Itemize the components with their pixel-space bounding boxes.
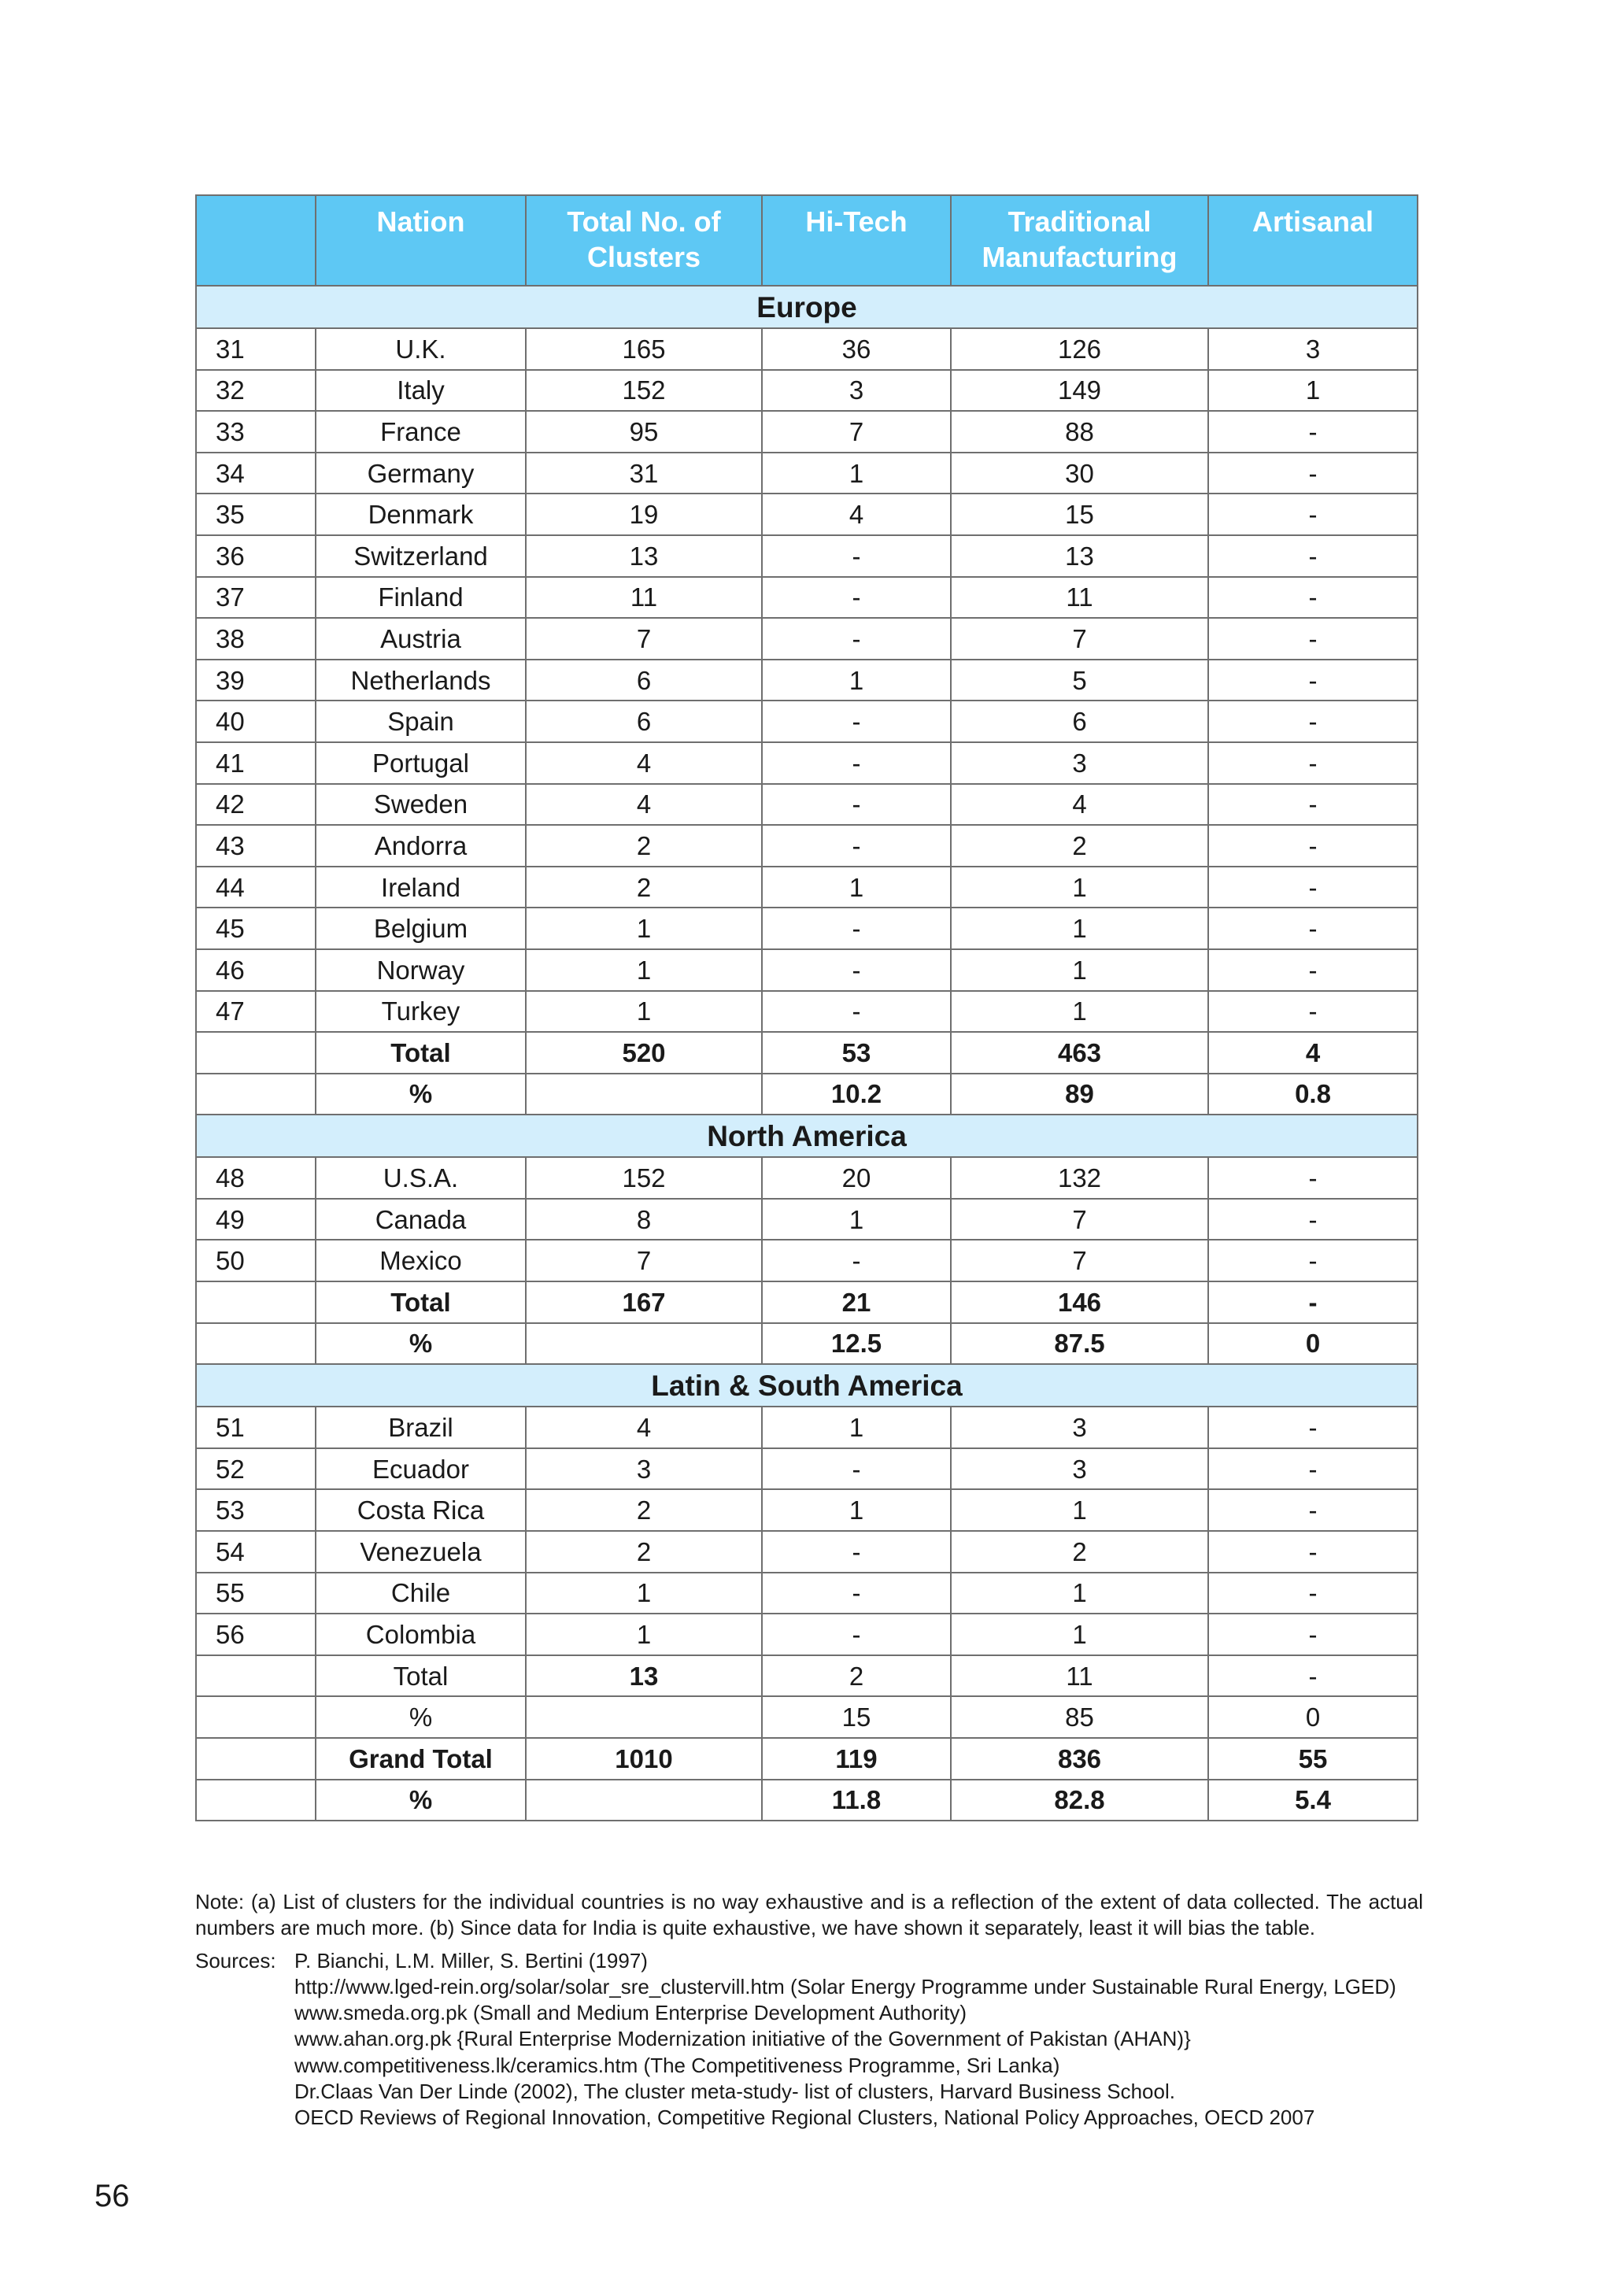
table-cell: Austria [316, 618, 526, 660]
page-number: 56 [94, 2179, 130, 2213]
table-cell: 146 [951, 1281, 1208, 1323]
table-cell: Denmark [316, 494, 526, 535]
table-cell: 20 [762, 1157, 951, 1199]
table-row [196, 1448, 1418, 1490]
table-cell: 1 [526, 949, 762, 991]
table-row [196, 1489, 1418, 1531]
table-cell: 1 [951, 949, 1208, 991]
table-cell: 10.2 [762, 1074, 951, 1115]
table-cell: 165 [526, 328, 762, 370]
table-cell: 4 [1208, 1032, 1418, 1074]
table-cell: - [1208, 1281, 1418, 1323]
table-cell: 1 [951, 867, 1208, 908]
table-cell: 1 [526, 1614, 762, 1655]
table-cell: - [1208, 453, 1418, 494]
table-cell: 44 [196, 867, 316, 908]
table-cell: 12.5 [762, 1323, 951, 1365]
table-row [196, 825, 1418, 867]
table-cell: 1 [951, 991, 1208, 1033]
table-row [196, 1407, 1418, 1448]
table-row [196, 1157, 1418, 1199]
percent-row [196, 1696, 1418, 1738]
table-cell: 2 [951, 1531, 1208, 1573]
table-cell: Costa Rica [316, 1489, 526, 1531]
table-cell: 5 [951, 660, 1208, 701]
table-cell: 34 [196, 453, 316, 494]
table-cell: 15 [762, 1696, 951, 1738]
source-item: P. Bianchi, L.M. Miller, S. Bertini (1997) [294, 1948, 648, 1972]
region-header-row [196, 1115, 1418, 1157]
table-cell: 152 [526, 1157, 762, 1199]
table-cell: 1 [762, 867, 951, 908]
table-cell: - [762, 701, 951, 742]
table-cell: 3 [762, 370, 951, 412]
table-cell: 3 [1208, 328, 1418, 370]
table-cell: 47 [196, 991, 316, 1033]
table-row [196, 1199, 1418, 1240]
table-notes [195, 1889, 1423, 2131]
table-cell: Total [316, 1281, 526, 1323]
region-header-row [196, 1364, 1418, 1407]
table-cell: 15 [951, 494, 1208, 535]
table-cell: - [762, 784, 951, 826]
table-cell: 88 [951, 411, 1208, 453]
table-cell: - [1208, 494, 1418, 535]
table-cell: 2 [762, 1655, 951, 1697]
table-cell: 41 [196, 742, 316, 784]
table-cell: - [762, 991, 951, 1033]
table-cell: % [316, 1323, 526, 1365]
table-cell: 52 [196, 1448, 316, 1490]
table-cell: 1 [762, 660, 951, 701]
percent-row [196, 1323, 1418, 1365]
header-cell-traditional: Traditional Manufacturing [951, 195, 1208, 286]
table-cell: 85 [951, 1696, 1208, 1738]
table-cell: 50 [196, 1240, 316, 1281]
table-cell: 2 [526, 867, 762, 908]
table-row [196, 494, 1418, 535]
table-row [196, 618, 1418, 660]
table-cell: 89 [951, 1074, 1208, 1115]
table-cell: 1 [951, 1489, 1208, 1531]
table-row [196, 742, 1418, 784]
table-cell: Belgium [316, 908, 526, 949]
table-cell: - [1208, 618, 1418, 660]
table-cell: Grand Total [316, 1738, 526, 1780]
table-cell: 6 [526, 701, 762, 742]
table-cell: 11.8 [762, 1780, 951, 1821]
table-cell: - [762, 535, 951, 577]
table-body [196, 286, 1418, 1821]
table-cell: 1 [762, 1489, 951, 1531]
table-cell: 2 [526, 1489, 762, 1531]
sources-list [294, 1948, 1396, 2131]
table-cell: 19 [526, 494, 762, 535]
table-cell: 5.4 [1208, 1780, 1418, 1821]
table-cell: 43 [196, 825, 316, 867]
table-cell: - [762, 1240, 951, 1281]
table-cell: 1 [762, 453, 951, 494]
table-cell: - [1208, 577, 1418, 619]
table-cell: 1 [526, 908, 762, 949]
table-cell: - [1208, 825, 1418, 867]
table-row [196, 328, 1418, 370]
table-cell: Ireland [316, 867, 526, 908]
table-cell: - [1208, 1448, 1418, 1490]
table-cell: 836 [951, 1738, 1208, 1780]
table-cell: - [1208, 535, 1418, 577]
table-cell: Portugal [316, 742, 526, 784]
sources-block [195, 1948, 1423, 2131]
source-item: http://www.lged-rein.org/solar/solar_sre_clustervill.htm (Solar Energy Programme under Sustainable Rural Energy, LGED) [294, 1974, 1396, 1998]
table-cell: - [1208, 1157, 1418, 1199]
total-row [196, 1032, 1418, 1074]
header-cell-nation: Nation [316, 195, 526, 286]
table-cell: 37 [196, 577, 316, 619]
table-cell: 35 [196, 494, 316, 535]
table-cell [196, 1323, 316, 1365]
table-cell [526, 1074, 762, 1115]
table-cell: 2 [526, 1531, 762, 1573]
table-cell: 132 [951, 1157, 1208, 1199]
table-cell: 46 [196, 949, 316, 991]
table-cell [196, 1655, 316, 1697]
table-cell: 167 [526, 1281, 762, 1323]
table-cell: Spain [316, 701, 526, 742]
table-cell: 87.5 [951, 1323, 1208, 1365]
table-cell: Norway [316, 949, 526, 991]
table-cell: 0.8 [1208, 1074, 1418, 1115]
table-cell: 42 [196, 784, 316, 826]
table-cell: - [1208, 411, 1418, 453]
table-cell [196, 1780, 316, 1821]
table-cell: Chile [316, 1573, 526, 1614]
table-cell: - [1208, 1655, 1418, 1697]
table-cell: 21 [762, 1281, 951, 1323]
table-row [196, 411, 1418, 453]
table-cell: - [762, 618, 951, 660]
table-cell: 31 [196, 328, 316, 370]
table-cell: 56 [196, 1614, 316, 1655]
table-cell: 13 [526, 1655, 762, 1697]
grand-percent-row [196, 1780, 1418, 1821]
table-cell: 38 [196, 618, 316, 660]
table-cell [196, 1074, 316, 1115]
table-cell: 48 [196, 1157, 316, 1199]
table-cell: - [762, 742, 951, 784]
table-cell: 0 [1208, 1696, 1418, 1738]
table-cell: Sweden [316, 784, 526, 826]
table-cell: 2 [526, 825, 762, 867]
table-cell: - [1208, 701, 1418, 742]
table-cell: - [1208, 1240, 1418, 1281]
table-cell: 39 [196, 660, 316, 701]
table-cell: 11 [526, 577, 762, 619]
table-row [196, 949, 1418, 991]
table-cell: 4 [951, 784, 1208, 826]
region-header-row [196, 286, 1418, 328]
sources-label: Sources: [195, 1948, 276, 1972]
cluster-table [195, 194, 1418, 1821]
table-cell: 36 [762, 328, 951, 370]
table-cell: - [1208, 1489, 1418, 1531]
table-row [196, 1614, 1418, 1655]
table-cell: 6 [526, 660, 762, 701]
table-cell: 0 [1208, 1323, 1418, 1365]
table-cell: 40 [196, 701, 316, 742]
table-cell [526, 1780, 762, 1821]
table-cell: - [762, 1531, 951, 1573]
table-cell: 3 [951, 1407, 1208, 1448]
table-cell: 1 [951, 1573, 1208, 1614]
table-cell: 49 [196, 1199, 316, 1240]
source-item: www.ahan.org.pk {Rural Enterprise Modernization initiative of the Government of Pakistan (AHAN)} [294, 2027, 1191, 2051]
table-cell: 1 [526, 991, 762, 1033]
table-cell: - [762, 577, 951, 619]
table-row [196, 1573, 1418, 1614]
table-cell: 55 [196, 1573, 316, 1614]
percent-row [196, 1074, 1418, 1115]
header-cell-hi-tech: Hi-Tech [762, 195, 951, 286]
table-cell: 520 [526, 1032, 762, 1074]
table-cell: Netherlands [316, 660, 526, 701]
table-cell: 152 [526, 370, 762, 412]
table-row [196, 453, 1418, 494]
header-cell-total-clusters: Total No. of Clusters [526, 195, 762, 286]
table-row [196, 370, 1418, 412]
header-cell-index [196, 195, 316, 286]
table-cell: Finland [316, 577, 526, 619]
table-cell: U.S.A. [316, 1157, 526, 1199]
table-cell: 54 [196, 1531, 316, 1573]
table-cell: 31 [526, 453, 762, 494]
table-cell [196, 1032, 316, 1074]
table-cell: - [762, 908, 951, 949]
table-cell: Total [316, 1032, 526, 1074]
source-item: Dr.Claas Van Der Linde (2002), The cluster meta-study- list of clusters, Harvard Business School. [294, 2079, 1175, 2103]
table-cell [196, 1696, 316, 1738]
table-cell: 45 [196, 908, 316, 949]
table-row [196, 784, 1418, 826]
table-cell: - [1208, 1573, 1418, 1614]
table-cell: 3 [526, 1448, 762, 1490]
table-cell [526, 1323, 762, 1365]
table-cell: 82.8 [951, 1780, 1208, 1821]
table-cell: 4 [762, 494, 951, 535]
table-cell: - [762, 1448, 951, 1490]
table-cell: 4 [526, 742, 762, 784]
table-cell: Switzerland [316, 535, 526, 577]
table-cell: 4 [526, 784, 762, 826]
table-cell: 30 [951, 453, 1208, 494]
table-cell: 32 [196, 370, 316, 412]
table-cell: 7 [951, 1199, 1208, 1240]
table-cell: - [1208, 1614, 1418, 1655]
table-cell: - [1208, 1199, 1418, 1240]
table-cell: Turkey [316, 991, 526, 1033]
region-title: Latin & South America [196, 1364, 1418, 1407]
table-cell: Venezuela [316, 1531, 526, 1573]
source-item: OECD Reviews of Regional Innovation, Competitive Regional Clusters, National Policy Approaches, OECD 2007 [294, 2106, 1315, 2130]
table-cell: 1010 [526, 1738, 762, 1780]
source-item: www.competitiveness.lk/ceramics.htm (The Competitiveness Programme, Sri Lanka) [294, 2053, 1060, 2077]
table-cell: - [1208, 908, 1418, 949]
table-cell: 53 [762, 1032, 951, 1074]
table-cell [196, 1738, 316, 1780]
table-cell: 11 [951, 577, 1208, 619]
table-cell: 126 [951, 328, 1208, 370]
table-cell: Andorra [316, 825, 526, 867]
table-cell: - [762, 949, 951, 991]
table-cell: 1 [951, 1614, 1208, 1655]
table-cell: % [316, 1780, 526, 1821]
table-cell: 119 [762, 1738, 951, 1780]
table-cell: Mexico [316, 1240, 526, 1281]
table-row [196, 1240, 1418, 1281]
table-cell: 463 [951, 1032, 1208, 1074]
table-cell: - [1208, 784, 1418, 826]
table-cell: Ecuador [316, 1448, 526, 1490]
table-cell: Italy [316, 370, 526, 412]
table-cell: France [316, 411, 526, 453]
table-row [196, 535, 1418, 577]
table-cell: - [1208, 1531, 1418, 1573]
header-cell-artisanal: Artisanal [1208, 195, 1418, 286]
table-cell: 2 [951, 825, 1208, 867]
table-cell: % [316, 1074, 526, 1115]
table-cell: 149 [951, 370, 1208, 412]
table-cell: 53 [196, 1489, 316, 1531]
source-item: www.smeda.org.pk (Small and Medium Enterprise Development Authority) [294, 2001, 967, 2025]
table-cell: 3 [951, 1448, 1208, 1490]
table-cell: % [316, 1696, 526, 1738]
table-cell: 7 [951, 1240, 1208, 1281]
table-cell: 1 [526, 1573, 762, 1614]
table-cell: - [762, 825, 951, 867]
table-cell: - [1208, 949, 1418, 991]
table-cell: - [1208, 1407, 1418, 1448]
table-cell: 3 [951, 742, 1208, 784]
table-cell: 33 [196, 411, 316, 453]
table-cell: 7 [951, 618, 1208, 660]
table-cell: Brazil [316, 1407, 526, 1448]
total-row [196, 1655, 1418, 1697]
table-cell: 7 [526, 1240, 762, 1281]
table-cell: Germany [316, 453, 526, 494]
table-cell [526, 1696, 762, 1738]
table-row [196, 908, 1418, 949]
table-cell: Colombia [316, 1614, 526, 1655]
table-cell: 36 [196, 535, 316, 577]
table-row [196, 867, 1418, 908]
table-cell: 95 [526, 411, 762, 453]
table-cell: 7 [526, 618, 762, 660]
table-cell: 6 [951, 701, 1208, 742]
table-cell: 7 [762, 411, 951, 453]
table-cell: - [1208, 991, 1418, 1033]
table-cell: 55 [1208, 1738, 1418, 1780]
table-cell: 1 [762, 1407, 951, 1448]
table-row [196, 991, 1418, 1033]
table-header-row [196, 195, 1418, 286]
table-row [196, 660, 1418, 701]
table-cell: - [762, 1614, 951, 1655]
table-cell [196, 1281, 316, 1323]
region-title: North America [196, 1115, 1418, 1157]
table-row [196, 577, 1418, 619]
table-cell: 8 [526, 1199, 762, 1240]
table-cell: 1 [951, 908, 1208, 949]
table-cell: 1 [1208, 370, 1418, 412]
total-row [196, 1281, 1418, 1323]
table-cell: 51 [196, 1407, 316, 1448]
region-title: Europe [196, 286, 1418, 328]
table-row [196, 1531, 1418, 1573]
table-cell: - [1208, 660, 1418, 701]
table-cell: 1 [762, 1199, 951, 1240]
table-cell: U.K. [316, 328, 526, 370]
table-row [196, 701, 1418, 742]
table-cell: - [1208, 742, 1418, 784]
cluster-table-container [195, 194, 1417, 1821]
table-cell: Total [316, 1655, 526, 1697]
table-cell: 4 [526, 1407, 762, 1448]
grand-total-row [196, 1738, 1418, 1780]
table-cell: - [762, 1573, 951, 1614]
table-cell: 13 [526, 535, 762, 577]
table-cell: - [1208, 867, 1418, 908]
table-cell: Canada [316, 1199, 526, 1240]
table-cell: 13 [951, 535, 1208, 577]
note-text: Note: (a) List of clusters for the individual countries is no way exhaustive and is a reflection of the extent of data collected. The actual numbers are much more. (b) Since data for India is quite exhaustive, we have shown it separately, least it will bias the table. [195, 1890, 1423, 1940]
table-cell: 11 [951, 1655, 1208, 1697]
